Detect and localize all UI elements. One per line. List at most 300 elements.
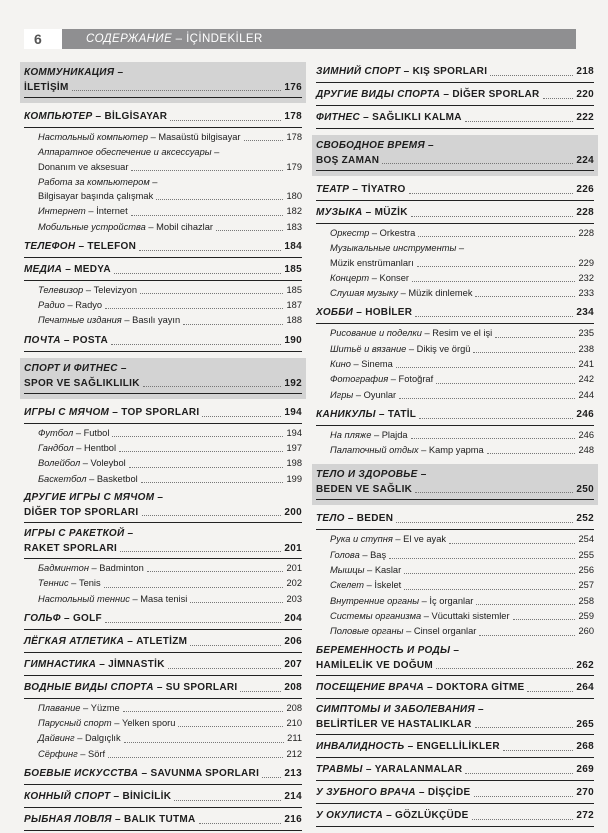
page-ref: 178 — [286, 132, 302, 142]
entry-text: – — [406, 343, 417, 354]
entry-text: – — [88, 562, 100, 573]
entry-text: – — [400, 66, 413, 77]
entry-text: – — [68, 578, 79, 589]
entry-label — [38, 220, 213, 235]
toc-subentry[interactable] — [24, 313, 302, 328]
page-ref: 178 — [284, 111, 302, 122]
page-ref: 200 — [284, 506, 302, 518]
entry-text: SAĞLIKLI KALMA — [372, 112, 462, 123]
toc-subentry[interactable] — [24, 426, 302, 441]
page-ref: 197 — [286, 443, 302, 454]
page-ref: 241 — [578, 358, 594, 369]
entry-text: КОМПЬЮТЕР — [24, 111, 93, 122]
entry-label — [330, 286, 472, 301]
entry-text: ТЕЛО И ЗДОРОВЬЕ – — [316, 469, 427, 481]
toc-entry-other-ball-games[interactable] — [24, 491, 302, 523]
page-ref: 202 — [286, 578, 302, 589]
entry-text: Голова — [330, 549, 360, 560]
toc-subentry[interactable] — [316, 388, 594, 403]
toc-entry-fishing[interactable] — [24, 812, 302, 831]
page-ref: 204 — [284, 612, 302, 624]
entry-label — [38, 716, 175, 731]
entry-text: – — [96, 658, 109, 670]
page-ref: 198 — [286, 458, 302, 469]
entry-text: Sörf — [88, 748, 106, 759]
toc-entry-dentist[interactable] — [316, 785, 594, 804]
entry-text: Müzik enstrümanları — [330, 257, 414, 268]
entry-text: Basketbol — [96, 473, 138, 484]
entry-text: – — [344, 513, 357, 525]
page-ref: 206 — [284, 635, 302, 647]
entry-text: – — [424, 681, 437, 693]
entry-text: Oyunlar — [363, 389, 397, 400]
entry-text: ЗИМНИЙ СПОРТ — [316, 66, 401, 77]
entry-text: KIŞ SPORLARI — [412, 66, 488, 77]
toc-subentry[interactable] — [316, 428, 594, 443]
dot-leader — [120, 551, 281, 552]
toc-entry-music[interactable] — [316, 205, 594, 224]
entry-text: – — [138, 768, 151, 780]
entry-text: МУЗЫКА — [316, 207, 363, 218]
entry-text: На пляже — [330, 429, 372, 440]
entry-label — [24, 766, 259, 782]
dot-leader — [199, 823, 282, 824]
entry-label — [330, 428, 408, 443]
toc-entry-hobbies[interactable] — [316, 305, 594, 324]
title-sep: – — [172, 33, 187, 45]
toc-subentry[interactable] — [24, 456, 302, 471]
dot-leader — [465, 773, 573, 774]
toc-entry-computer[interactable] — [24, 109, 302, 128]
entry-label — [316, 658, 594, 676]
dot-leader — [139, 250, 281, 251]
section-block-free-time[interactable] — [312, 135, 598, 176]
dot-leader — [389, 558, 575, 559]
dot-leader — [475, 727, 574, 728]
page-header — [24, 29, 576, 49]
entry-label — [24, 812, 196, 828]
entry-text: – — [371, 429, 382, 440]
toc-subentry[interactable] — [316, 342, 594, 357]
entry-text: – — [75, 240, 88, 252]
entry-text: ТРАВМЫ — [316, 763, 363, 775]
dot-leader — [495, 337, 575, 338]
dot-leader — [527, 691, 573, 692]
toc-subentry[interactable] — [316, 372, 594, 387]
entry-label — [38, 160, 302, 175]
entry-text: – — [80, 458, 91, 469]
entry-text: ATLETİZM — [136, 635, 188, 647]
dot-leader — [382, 163, 573, 164]
entry-text: TATİL — [387, 408, 417, 420]
entry-label — [330, 594, 473, 609]
entry-text: – — [111, 718, 122, 729]
entry-label — [24, 405, 199, 421]
entry-text: Сёрфинг — [38, 748, 78, 759]
section-block-sport[interactable] — [20, 358, 306, 399]
page-ref: 265 — [576, 718, 594, 730]
entry-label — [24, 527, 302, 541]
entry-label — [316, 739, 500, 755]
toc-subentry-hardware[interactable] — [24, 145, 302, 175]
entry-text: Plajda — [381, 429, 408, 440]
dot-leader — [487, 453, 576, 454]
entry-text: Vücuttaki sistemler — [431, 610, 510, 621]
entry-text: ФИТНЕС — [316, 112, 361, 123]
page-ref: 213 — [284, 768, 302, 780]
toc-subentry[interactable] — [24, 130, 302, 145]
entry-text: Дайвинг — [38, 733, 75, 744]
toc-entry-other-sports[interactable] — [316, 87, 594, 106]
toc-subentry[interactable] — [316, 443, 594, 458]
toc-subentry[interactable] — [316, 326, 594, 341]
toc-entry-winter-sport[interactable] — [316, 64, 594, 83]
entry-text: – — [86, 473, 97, 484]
entry-text: BEDEN VE SAĞLIK — [316, 484, 413, 496]
entry-text: Оркестр — [330, 228, 370, 238]
entry-text: ПОСЕЩЕНИЕ ВРАЧА — [316, 681, 425, 693]
toc-entry-horse-riding[interactable] — [24, 789, 302, 808]
dot-leader — [156, 199, 283, 200]
toc-entry-doctor-visit[interactable] — [316, 680, 594, 699]
entry-text: – — [418, 445, 429, 456]
entry-label — [316, 644, 594, 658]
entry-text: Yüzme — [90, 702, 120, 713]
entry-label — [330, 388, 396, 403]
dot-leader — [396, 522, 573, 523]
dot-leader — [143, 386, 282, 387]
entry-label — [316, 511, 393, 527]
entry-label — [38, 576, 101, 591]
entry-text: – — [392, 534, 404, 545]
entry-text: – — [148, 132, 159, 142]
toc-subentry[interactable] — [316, 548, 594, 563]
toc-subentry[interactable] — [316, 271, 594, 286]
dot-leader — [131, 170, 283, 171]
page-ref: 229 — [578, 257, 594, 268]
entry-text: Konser — [379, 272, 409, 283]
entry-text: – — [359, 549, 371, 560]
entry-text: – — [353, 389, 364, 400]
entry-text: Voleybol — [90, 458, 126, 469]
dot-leader — [72, 90, 282, 91]
page-ref: 235 — [578, 328, 594, 339]
toc-entry-athletics[interactable] — [24, 634, 302, 653]
page-ref: 220 — [576, 89, 594, 100]
entry-label — [38, 441, 116, 456]
toc-subentry[interactable] — [24, 441, 302, 456]
entry-text: ЛЁГКАЯ АТЛЕТИКА — [24, 635, 125, 647]
toc-entry-telephone[interactable] — [24, 239, 302, 258]
entry-text: Kaslar — [374, 565, 402, 576]
entry-text: Телевизор — [38, 284, 84, 295]
entry-text: Müzik dinlemek — [408, 288, 473, 299]
entry-text: TOP SPORLARI — [121, 406, 200, 418]
entry-text: – — [62, 263, 75, 275]
entry-text: – — [369, 272, 380, 283]
section-block-communication[interactable] — [20, 62, 306, 103]
entry-label — [24, 541, 302, 559]
page-ref: 176 — [284, 82, 302, 93]
entry-text: – — [364, 565, 375, 576]
entry-text: – — [77, 748, 89, 759]
entry-label — [38, 130, 241, 145]
entry-text: Фотография — [330, 374, 389, 385]
entry-text: – — [353, 307, 366, 319]
toc-entry-golf[interactable] — [24, 611, 302, 630]
entry-text: – — [440, 89, 453, 100]
dot-leader — [415, 316, 573, 317]
dot-leader — [244, 140, 284, 141]
page-ref: 246 — [576, 408, 594, 420]
toc-entry-post[interactable] — [24, 333, 302, 352]
toc-subentry[interactable] — [316, 563, 594, 578]
entry-text: – — [74, 733, 85, 744]
page-ref: 188 — [286, 315, 302, 326]
toc-subentry[interactable] — [24, 731, 302, 746]
page-ref: 201 — [284, 542, 302, 554]
page-ref: 185 — [286, 284, 302, 295]
entry-text: Аппаратное обеспечение и аксессуары – — [38, 147, 220, 158]
toc-subentry[interactable] — [316, 532, 594, 547]
entry-text: – — [109, 406, 122, 418]
dot-leader — [104, 587, 284, 588]
page-ref: 207 — [284, 658, 302, 670]
dot-leader — [436, 668, 573, 669]
entry-text: Resim ve el işi — [432, 328, 493, 339]
dot-leader — [262, 777, 281, 778]
dot-leader — [476, 604, 575, 605]
entry-label — [38, 204, 128, 219]
dot-leader — [513, 619, 576, 620]
toc-entry-holidays[interactable] — [316, 407, 594, 426]
entry-label — [330, 226, 415, 241]
entry-label — [24, 634, 187, 650]
entry-label — [24, 491, 302, 505]
entry-label — [38, 456, 126, 471]
dot-leader — [436, 383, 575, 384]
entry-label — [330, 372, 433, 387]
page-ref: 250 — [576, 484, 594, 496]
entry-label — [330, 256, 594, 271]
title-ru: СОДЕРЖАНИЕ — [86, 33, 173, 45]
entry-text: Печатные издания — [38, 315, 122, 326]
dot-leader — [490, 75, 573, 76]
toc-subentry[interactable] — [24, 298, 302, 313]
dot-leader — [147, 571, 284, 572]
entry-text: – — [415, 786, 428, 798]
entry-text: DOKTORA GİTME — [436, 681, 525, 693]
toc-subentry[interactable] — [316, 578, 594, 593]
entry-text: ИНВАЛИДНОСТЬ — [316, 740, 405, 752]
entry-text: – — [60, 612, 73, 624]
dot-leader — [543, 98, 574, 99]
page-ref: 246 — [578, 429, 594, 440]
dot-leader — [178, 726, 283, 727]
entry-label — [24, 680, 237, 696]
entry-label — [38, 472, 138, 487]
toc-entry-water-sports[interactable] — [24, 680, 302, 699]
entry-text: SAVUNMA SPORLARI — [150, 768, 260, 780]
entry-text: BİLGİSAYAR — [104, 111, 168, 122]
toc-subentry[interactable] — [316, 609, 594, 624]
entry-text: El ve ayak — [403, 534, 447, 545]
toc-subentry[interactable] — [316, 594, 594, 609]
entry-text: – — [85, 206, 97, 217]
dot-leader — [472, 819, 574, 820]
page-ref: 238 — [578, 343, 594, 354]
entry-label — [316, 205, 408, 221]
toc-subentry[interactable] — [24, 561, 302, 576]
dot-leader — [503, 750, 574, 751]
entry-text: КОММУНИКАЦИЯ – — [24, 67, 124, 78]
entry-text: ГИМНАСТИКА — [24, 658, 97, 670]
toc-subentry[interactable] — [24, 220, 302, 235]
page-ref: 180 — [286, 191, 302, 202]
page-ref: 254 — [578, 534, 594, 545]
entry-label — [316, 182, 406, 198]
dot-leader — [114, 273, 282, 274]
toc-entry-optician[interactable] — [316, 808, 594, 827]
page-ref: 260 — [578, 626, 594, 637]
entry-text: Kamp yapma — [428, 445, 484, 456]
entry-label — [38, 283, 137, 298]
entry-text: GÖZLÜKÇÜDE — [395, 809, 469, 821]
toc-entry-racket[interactable] — [24, 527, 302, 559]
entry-text: Badminton — [99, 562, 144, 573]
toc-subentry[interactable] — [24, 576, 302, 591]
toc-entry-fitness[interactable] — [316, 110, 594, 129]
toc-subentry[interactable] — [24, 204, 302, 219]
entry-text: Dalgıçlık — [84, 733, 121, 744]
entry-text: Televizyon — [93, 284, 137, 295]
toc-subentry[interactable] — [24, 747, 302, 762]
entry-label — [38, 592, 187, 607]
dot-leader — [419, 418, 573, 419]
toc-subentry[interactable] — [24, 283, 302, 298]
entry-text: Половые органы — [330, 626, 404, 637]
entry-text: Basılı yayın — [132, 315, 181, 326]
entry-text: İLETİŞİM — [24, 82, 69, 93]
entry-label — [24, 109, 167, 125]
entry-text: МЕДИА — [24, 263, 63, 275]
entry-text: – — [80, 702, 91, 713]
page-ref: 256 — [578, 565, 594, 576]
page-ref: 222 — [576, 112, 594, 123]
page-ref: 226 — [576, 184, 594, 195]
toc-subentry-instruments[interactable] — [316, 241, 594, 271]
toc-subentry[interactable] — [316, 286, 594, 301]
entry-label — [24, 333, 108, 349]
entry-text: – — [350, 358, 362, 369]
toc-entry-martial-arts[interactable] — [24, 766, 302, 785]
entry-label — [38, 313, 180, 328]
page-ref: 255 — [578, 549, 594, 560]
toc-subentry[interactable] — [316, 624, 594, 639]
entry-text: – — [404, 740, 417, 752]
entry-label — [316, 138, 594, 153]
entry-label — [38, 426, 109, 441]
dot-leader — [415, 492, 573, 493]
entry-text: ДРУГИЕ ИГРЫ С МЯЧОМ – — [24, 491, 164, 503]
dot-leader — [129, 467, 284, 468]
entry-text: – — [111, 814, 124, 826]
toc-entry-media[interactable] — [24, 262, 302, 281]
section-block-body-health[interactable] — [312, 464, 598, 505]
page-ref: 201 — [286, 562, 302, 573]
dot-leader — [404, 573, 575, 574]
entry-label — [316, 153, 594, 171]
entry-text: Hentbol — [83, 443, 117, 454]
page-ref: 216 — [284, 814, 302, 826]
toc-entry-theatre[interactable] — [316, 182, 594, 201]
entry-text: Dikiş ve örgü — [416, 343, 471, 354]
toc-right-column — [316, 62, 594, 829]
toc-entry-disabilities[interactable] — [316, 739, 594, 758]
page-ref: 183 — [286, 221, 302, 232]
entry-label — [38, 561, 144, 576]
entry-text: Рисование и поделки — [330, 328, 422, 339]
entry-text: HAMİLELİK VE DOĞUM — [316, 659, 434, 671]
page-ref: 233 — [578, 288, 594, 299]
toc-subentry[interactable] — [24, 592, 302, 607]
toc-subentry[interactable] — [24, 472, 302, 487]
page-ref: 224 — [576, 155, 594, 166]
page-title — [86, 29, 263, 49]
entry-text: – — [360, 112, 373, 123]
dot-leader — [123, 711, 284, 712]
entry-text: Sinema — [361, 358, 393, 369]
page-ref: 272 — [576, 809, 594, 821]
entry-text: Кино — [330, 358, 351, 369]
page-ref: 234 — [576, 307, 594, 319]
entry-label — [316, 64, 487, 80]
toc-entry-body[interactable] — [316, 511, 594, 530]
toc-subentry[interactable] — [316, 357, 594, 372]
toc-entry-symptoms[interactable] — [316, 703, 594, 735]
entry-text: Orkestra — [379, 228, 416, 238]
entry-label — [24, 657, 165, 673]
dot-leader — [479, 635, 575, 636]
entry-text: РЫБНАЯ ЛОВЛЯ — [24, 814, 112, 826]
dot-leader — [417, 266, 576, 267]
toc-subentry-working[interactable] — [24, 175, 302, 205]
dot-leader — [202, 416, 281, 417]
toc-subentry[interactable] — [24, 701, 302, 716]
toc-entry-injuries[interactable] — [316, 762, 594, 781]
entry-text: BEDEN — [356, 513, 394, 525]
entry-text: – — [124, 635, 137, 647]
entry-label — [316, 808, 469, 824]
page-ref: 212 — [286, 748, 302, 759]
toc-entry-pregnancy[interactable] — [316, 644, 594, 676]
entry-label — [24, 239, 136, 255]
entry-label — [330, 357, 393, 372]
entry-text: Настольный компьютер — [38, 132, 148, 142]
entry-text: POSTA — [72, 334, 108, 346]
dot-leader — [396, 367, 576, 368]
toc-entry-gymnastics[interactable] — [24, 657, 302, 676]
toc-subentry[interactable] — [316, 226, 594, 241]
entry-text: ENGELLİLİKLER — [416, 740, 500, 752]
entry-text: Внутренние органы — [330, 595, 420, 606]
toc-subentry[interactable] — [24, 716, 302, 731]
page-ref: 199 — [286, 473, 302, 484]
page-ref: 211 — [287, 733, 302, 744]
toc-entry-ball-games[interactable] — [24, 405, 302, 424]
entry-text: TELEFON — [87, 240, 137, 252]
dot-leader — [404, 589, 575, 590]
